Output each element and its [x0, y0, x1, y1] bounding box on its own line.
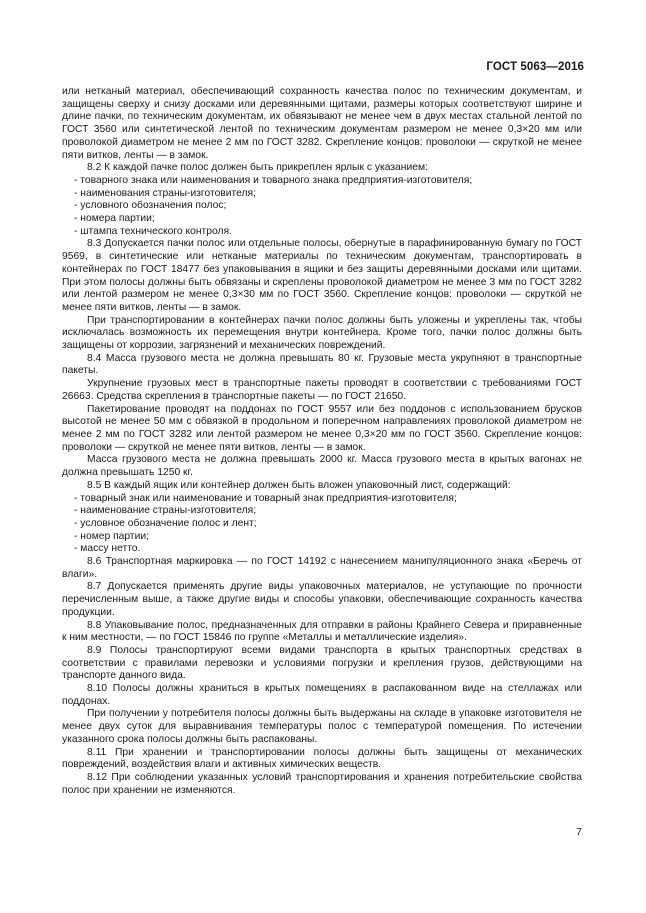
paragraph: При получении у потребителя полосы должны быть выдержаны на складе в упаковке изготовителя не менее двух суток для выравнивания температуры полос с температурой помещения. По истечении указанного срока полосы должны быть распакованы. — [62, 708, 582, 745]
list-item: - штампа технического контроля. — [74, 225, 232, 237]
clause-8-12: 8.12 При соблюдении указанных условий транспортирования и хранения потребительские свойства полос при хранении не изменяются. — [62, 771, 582, 796]
clause-8-2: 8.2 К каждой пачке полос должен быть прикреплен ярлык с указанием: — [87, 162, 428, 174]
list-item: - товарного знака или наименования и товарного знака предприятия-изготовителя; — [74, 174, 473, 186]
paragraph: или нетканый материал, обеспечивающий сохранность качества полос по техническим документам, и защищены сверху и снизу досками или деревянными щитами, размеры которых соответствуют ширине и длине пачки, по техническим документам, их обвязывают не менее чем в двух местах стальной лентой по ГОСТ 3560 или синтетической лентой по техническим документам размером не менее 0,3×20 мм или проволокой диаметром не менее 2 мм по ГОСТ 3282. Скрепление концов: проволоки — скруткой не менее пяти витков, ленты — в замок. — [62, 86, 582, 161]
clause-8-8: 8.8 Упаковывание полос, предназначенных для отправки в районы Крайнего Севера и приравненные к ним местности, — по ГОСТ 15846 по группе «Металлы и металлические изделия». — [62, 619, 582, 644]
list-item: - номера партии; — [74, 213, 155, 225]
clause-8-9: 8.9 Полосы транспортируют всеми видами транспорта в крытых транспортных средствах в соответствии с правилами перевозки и условиями погрузки и крепления грузов, действующими на транспорте данного вида. — [62, 644, 582, 682]
document-body — [62, 86, 582, 797]
list-item: - товарный знак или наименование и товарный знак предприятия-изготовителя; — [74, 492, 457, 504]
paragraph: Масса грузового места не должна превышать 2000 кг. Масса грузового места в крытых вагонах не должна превышать 1250 кг. — [62, 454, 582, 479]
paragraph: Пакетирование проводят на поддонах по ГОСТ 9557 или без поддонов с использованием брусков высотой не менее 50 мм с обвязкой в продольном и поперечном направлениях проволокой диаметром не менее 2 мм по ГОСТ 3282 или лентой размером не менее 0,3×20 мм по ГОСТ 3560. Скрепление концов: проволоки — скруткой не менее пяти витков, ленты — в замок. — [62, 403, 582, 453]
clause-8-11: 8.11 При хранении и транспортировании полосы должны быть защищены от механических повреждений, воздействия влаги и активных химических веществ. — [62, 746, 582, 771]
paragraph: Укрупнение грузовых мест в транспортные пакеты проводят в соответствии с требованиями ГОСТ 26663. Средства скрепления в транспортные пакеты — по ГОСТ 21650. — [62, 378, 582, 402]
paragraph: При транспортировании в контейнерах пачки полос должны быть уложены и укреплены так, чтобы исключалась возможность их перемещения внутри контейнера. Кроме того, пачки полос должны быть защищены от коррозии, загрязнений и механических повреждений. — [62, 314, 582, 352]
list-item: - массу нетто. — [74, 543, 141, 555]
clause-8-5: 8.5 В каждый ящик или контейнер должен быть вложен упаковочный лист, содержащий: — [87, 479, 511, 491]
document-header: ГОСТ 5063—2016 — [486, 61, 584, 73]
list-item: - условного обозначения полос; — [74, 200, 227, 212]
clause-8-7: 8.7 Допускается применять другие виды упаковочных материалов, не уступающие по прочности перечисленным выше, а также другие виды и способы упаковки, обеспечивающие сохранность качества продукции. — [62, 581, 582, 618]
clause-8-10: 8.10 Полосы должны храниться в крытых помещениях в распакованном виде на стеллажах или поддонах. — [62, 683, 582, 707]
list-item: - условное обозначение полос и лент; — [74, 517, 257, 529]
page-number: 7 — [576, 826, 582, 838]
list-item: - наименования страны-изготовителя; — [74, 187, 256, 199]
clause-8-3: 8.3 Допускается пачки полос или отдельные полосы, обернутые в парафинированную бумагу по ГОСТ 9569, в синтетические или нетканые материалы по техническим документам, транспортировать в контейнерах по ГОСТ 18477 без упаковывания в ящики и без защиты деревянными досками или щитами. При этом полосы должны быть обвязаны и скреплены проволокой диаметром не менее 3 мм по ГОСТ 3282 или лентой размером не менее 0,3×30 мм по ГОСТ 3560. Скрепление концов: проволоки — скруткой не менее пяти витков, ленты — в замок. — [62, 238, 582, 313]
clause-8-6: 8.6 Транспортная маркировка — по ГОСТ 14192 с нанесением манипуляционного знака «Беречь от влаги». — [62, 556, 582, 580]
list-item: - номер партии; — [74, 530, 149, 542]
clause-8-4: 8.4 Масса грузового места не должна превышать 80 кг. Грузовые места укрупняют в транспортные пакеты. — [62, 352, 582, 377]
list-item: - наименование страны-изготовителя; — [74, 505, 257, 517]
